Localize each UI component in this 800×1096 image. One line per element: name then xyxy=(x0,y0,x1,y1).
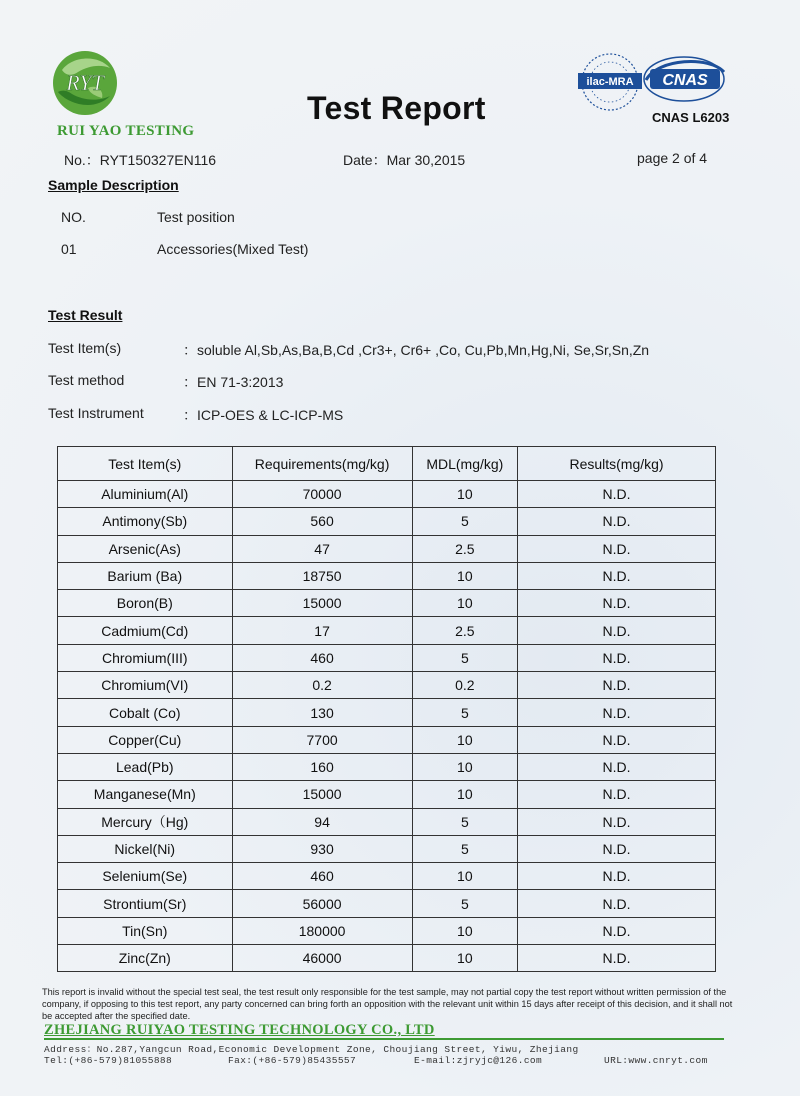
cell-test-item: Barium (Ba) xyxy=(58,562,233,589)
cell-result: N.D. xyxy=(518,535,716,562)
table-row xyxy=(58,481,716,508)
cell-result: N.D. xyxy=(518,835,716,862)
footer-tel: Tel:(+86-579)81055888 xyxy=(44,1055,173,1066)
test-result-heading: Test Result xyxy=(48,307,123,323)
sample-no-label: NO. xyxy=(61,209,86,225)
results-header-row xyxy=(58,447,716,481)
footer-address: Address：No.287,Yangcun Road,Economic Development Zone, Choujiang Street, Yiwu, Zhejiang xyxy=(44,1044,579,1055)
cell-result: N.D. xyxy=(518,808,716,835)
sample-position-label: Test position xyxy=(157,209,235,225)
cell-result: N.D. xyxy=(518,644,716,671)
cell-requirement: 930 xyxy=(232,835,412,862)
cell-requirement: 560 xyxy=(232,508,412,535)
header-mdl: MDL(mg/kg) xyxy=(412,447,517,481)
header-results: Results(mg/kg) xyxy=(518,447,716,481)
cell-requirement: 7700 xyxy=(232,726,412,753)
cell-test-item: Aluminium(Al) xyxy=(58,481,233,508)
table-row xyxy=(58,781,716,808)
table-row xyxy=(58,617,716,644)
cell-mdl: 5 xyxy=(412,699,517,726)
header-test-item: Test Item(s) xyxy=(58,447,233,481)
footer-url: URL:www.cnryt.com xyxy=(604,1055,708,1066)
test-method-value: ：EN 71-3:2013 xyxy=(183,374,284,390)
cnas-code: CNAS L6203 xyxy=(652,110,730,125)
cell-test-item: Chromium(VI) xyxy=(58,672,233,699)
cell-mdl: 10 xyxy=(412,481,517,508)
cell-result: N.D. xyxy=(518,890,716,917)
footer-email: E-mail:zjryjc@126.com xyxy=(414,1055,543,1066)
cell-mdl: 10 xyxy=(412,863,517,890)
cell-mdl: 5 xyxy=(412,890,517,917)
cell-test-item: Lead(Pb) xyxy=(58,753,233,780)
svg-text:CNAS: CNAS xyxy=(662,72,708,89)
cell-test-item: Mercury（Hg) xyxy=(58,808,233,835)
cell-result: N.D. xyxy=(518,562,716,589)
cell-requirement: 47 xyxy=(232,535,412,562)
cell-requirement: 130 xyxy=(232,699,412,726)
cell-requirement: 460 xyxy=(232,863,412,890)
results-body xyxy=(58,481,716,972)
test-method-label: Test method xyxy=(48,372,125,388)
cell-requirement: 18750 xyxy=(232,562,412,589)
cell-mdl: 10 xyxy=(412,590,517,617)
table-row xyxy=(58,590,716,617)
ryt-globe-logo xyxy=(48,48,122,118)
page-title: Test Report xyxy=(307,90,486,126)
table-row xyxy=(58,699,716,726)
cell-mdl: 0.2 xyxy=(412,672,517,699)
report-date: Date：Mar 30,2015 xyxy=(343,152,466,168)
page-indicator: page 2 of 4 xyxy=(637,150,708,166)
table-row xyxy=(58,535,716,562)
table-row xyxy=(58,508,716,535)
table-row xyxy=(58,562,716,589)
cell-result: N.D. xyxy=(518,917,716,944)
header-requirements: Requirements(mg/kg) xyxy=(232,447,412,481)
cell-requirement: 0.2 xyxy=(232,672,412,699)
sample-description-heading: Sample Description xyxy=(48,177,179,193)
cell-test-item: Selenium(Se) xyxy=(58,863,233,890)
table-row xyxy=(58,835,716,862)
table-row xyxy=(58,945,716,972)
cell-result: N.D. xyxy=(518,781,716,808)
report-number: No.：RYT150327EN116 xyxy=(64,152,217,168)
cell-requirement: 15000 xyxy=(232,590,412,617)
table-row xyxy=(58,726,716,753)
cell-test-item: Arsenic(As) xyxy=(58,535,233,562)
cell-mdl: 10 xyxy=(412,753,517,780)
cell-test-item: Manganese(Mn) xyxy=(58,781,233,808)
table-row xyxy=(58,863,716,890)
cell-mdl: 10 xyxy=(412,562,517,589)
sample-no-value: 01 xyxy=(61,241,77,257)
cell-result: N.D. xyxy=(518,481,716,508)
cell-requirement: 15000 xyxy=(232,781,412,808)
cell-mdl: 2.5 xyxy=(412,617,517,644)
footer-company: ZHEJIANG RUIYAO TESTING TECHNOLOGY CO., LTD xyxy=(44,1022,435,1038)
cell-mdl: 5 xyxy=(412,835,517,862)
svg-text:RYT: RYT xyxy=(66,70,104,95)
sample-position-value: Accessories(Mixed Test) xyxy=(157,241,309,257)
cell-requirement: 70000 xyxy=(232,481,412,508)
disclaimer-text: This report is invalid without the special test seal, the test result only responsible for the test sample, may not partial copy the test report without written permission of the company, if opposing to this test report, any party concerned can bring forth an opposition with the relevant unit within 15 days after receipt of this decision, and it shall not be accepted after the specified date. xyxy=(42,987,733,1021)
cell-test-item: Boron(B) xyxy=(58,590,233,617)
cell-mdl: 10 xyxy=(412,781,517,808)
cell-test-item: Strontium(Sr) xyxy=(58,890,233,917)
cell-requirement: 460 xyxy=(232,644,412,671)
cell-test-item: Cobalt (Co) xyxy=(58,699,233,726)
test-items-label: Test Item(s) xyxy=(48,340,122,356)
svg-text:ilac-MRA: ilac-MRA xyxy=(586,76,634,88)
table-row xyxy=(58,672,716,699)
cell-requirement: 46000 xyxy=(232,945,412,972)
cell-test-item: Nickel(Ni) xyxy=(58,835,233,862)
footer-divider xyxy=(44,1038,724,1040)
results-table xyxy=(57,446,716,972)
cell-test-item: Antimony(Sb) xyxy=(58,508,233,535)
cell-test-item: Chromium(III) xyxy=(58,644,233,671)
footer-fax: Fax:(+86-579)85435557 xyxy=(228,1055,357,1066)
cell-mdl: 5 xyxy=(412,644,517,671)
cell-result: N.D. xyxy=(518,508,716,535)
cell-result: N.D. xyxy=(518,590,716,617)
table-row xyxy=(58,644,716,671)
cell-result: N.D. xyxy=(518,753,716,780)
cell-mdl: 5 xyxy=(412,808,517,835)
cell-result: N.D. xyxy=(518,863,716,890)
cell-mdl: 5 xyxy=(412,508,517,535)
cell-mdl: 2.5 xyxy=(412,535,517,562)
test-instrument-label: Test Instrument xyxy=(48,405,144,421)
company-name: RUI YAO TESTING xyxy=(57,123,195,139)
test-instrument-value: ：ICP-OES & LC-ICP-MS xyxy=(183,407,344,423)
cell-test-item: Copper(Cu) xyxy=(58,726,233,753)
cell-test-item: Cadmium(Cd) xyxy=(58,617,233,644)
cell-test-item: Tin(Sn) xyxy=(58,917,233,944)
table-row xyxy=(58,753,716,780)
cell-result: N.D. xyxy=(518,617,716,644)
cell-mdl: 10 xyxy=(412,945,517,972)
cell-mdl: 10 xyxy=(412,917,517,944)
test-items-value: ：soluble Al,Sb,As,Ba,B,Cd ,Cr3+, Cr6+ ,Co, Cu,Pb,Mn,Hg,Ni, Se,Sr,Sn,Zn xyxy=(183,342,650,358)
cell-requirement: 17 xyxy=(232,617,412,644)
ilac-cnas-logo xyxy=(570,52,730,112)
cell-requirement: 56000 xyxy=(232,890,412,917)
cell-test-item: Zinc(Zn) xyxy=(58,945,233,972)
cell-mdl: 10 xyxy=(412,726,517,753)
cell-requirement: 180000 xyxy=(232,917,412,944)
cell-result: N.D. xyxy=(518,945,716,972)
table-row xyxy=(58,890,716,917)
cell-result: N.D. xyxy=(518,672,716,699)
cell-result: N.D. xyxy=(518,726,716,753)
cell-requirement: 94 xyxy=(232,808,412,835)
cell-requirement: 160 xyxy=(232,753,412,780)
table-row xyxy=(58,808,716,835)
cell-result: N.D. xyxy=(518,699,716,726)
table-row xyxy=(58,917,716,944)
